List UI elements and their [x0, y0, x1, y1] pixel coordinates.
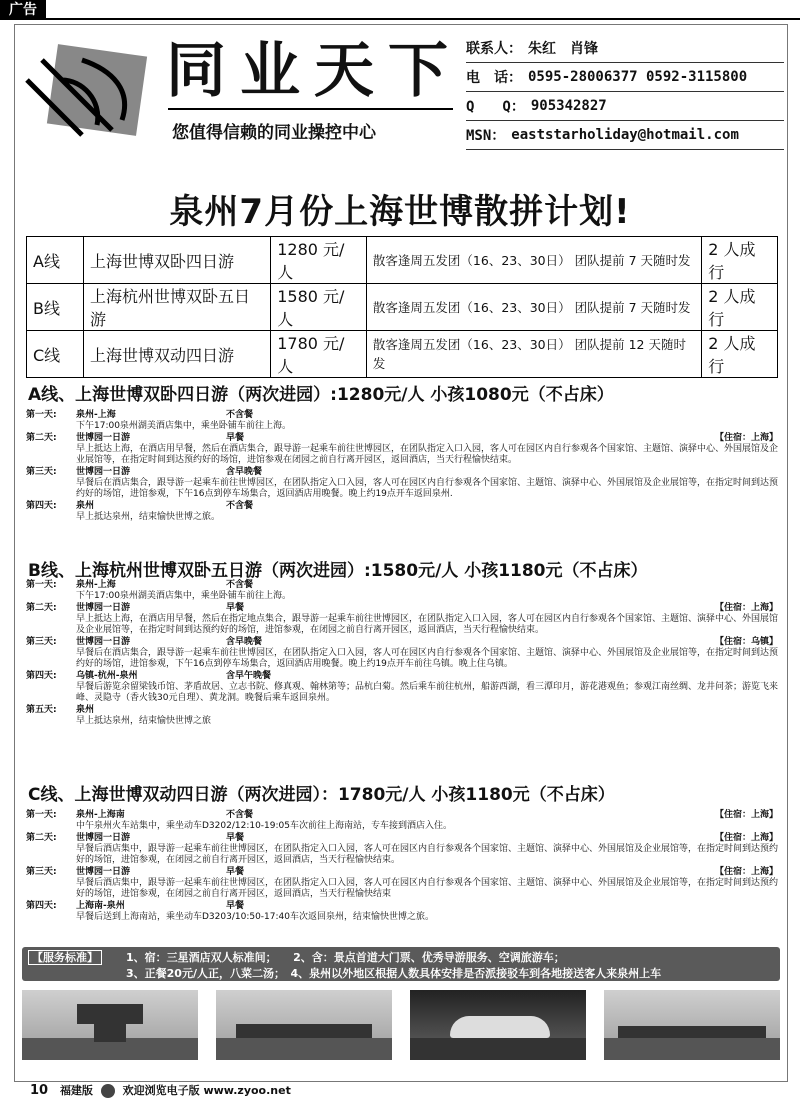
day-number: 第三天:	[26, 637, 57, 647]
edition-label: 福建版	[59, 1084, 93, 1097]
day-route: 泉州-上海南	[76, 810, 125, 820]
service-line-1: 1、宿：三星酒店双人标准间； 2、含：景点首道大门票、优秀导游服务、空调旅游车；	[126, 951, 565, 964]
itinerary-day	[26, 433, 778, 466]
day-route: 泉州	[76, 705, 95, 715]
contact-msn	[466, 121, 784, 150]
contact-phone	[466, 63, 784, 92]
contact-value: 905342827	[530, 98, 607, 114]
route-name: 上海世博双卧四日游	[84, 237, 271, 284]
contact-block	[466, 34, 784, 150]
route-line: B线	[27, 284, 84, 331]
day-route: 世博园一日游	[76, 467, 131, 477]
itinerary-day	[26, 501, 778, 523]
day-meal: 不含餐	[226, 580, 254, 590]
service-line-2: 3、正餐20元/人正，八菜二汤； 4、泉州以外地区根据人数具体安排是否派接驳车到各地接送客人来泉州上车	[126, 967, 662, 980]
day-meal	[226, 705, 778, 716]
day-route: 世博园一日游	[76, 603, 131, 613]
brand-name: 同业天下	[166, 36, 462, 106]
route-schedule: 散客逢周五发团（16、23、30日） 团队提前 7 天随时发	[366, 284, 701, 331]
day-desc: 早上抵达泉州，结束愉快世博之旅	[76, 716, 212, 726]
contact-label: Q Q：	[466, 99, 525, 115]
itinerary-day	[26, 580, 778, 602]
itinerary-day	[26, 637, 778, 670]
page-footer	[30, 1082, 291, 1098]
contact-value: eaststarholiday@hotmail.com	[511, 127, 739, 143]
route-group: 2 人成行	[702, 237, 778, 284]
day-desc: 早餐后在酒店集合，跟导游一起乘车前往世博园区，在团队指定入口入园，客人可在园区内自行参观各个国家馆、主题馆、演驿中心、外国展馆及企业展馆等，在指定时间到达预约好的场馆，进馆参观，下午16点到停车场集合，返回酒店用晚餐。晚上约19点开车返回泉州.	[76, 478, 779, 499]
route-price: 1580 元/人	[271, 284, 367, 331]
brand-slogan: 您值得信赖的同业操控中心	[172, 123, 376, 143]
table-row	[27, 331, 778, 378]
day-desc: 下午17:00泉州湖美酒店集中，乘坐卧铺车前往上海。	[76, 421, 291, 431]
day-meal: 不含餐	[226, 810, 254, 820]
day-desc: 中午泉州火车站集中，乘坐动车D3202/12:10-19:05车次前往上海南站，专车接到酒店入住。	[76, 821, 452, 831]
itinerary-day	[26, 833, 778, 866]
day-route: 世博园一日游	[76, 833, 131, 843]
day-number: 第二天:	[26, 433, 57, 443]
day-meal: 含早晚餐	[226, 637, 263, 647]
day-number: 第一天:	[26, 580, 57, 590]
day-meal: 早餐	[226, 603, 245, 613]
itinerary-b-title: B线、上海杭州世博双卧五日游（两次进园）:1580元/人 小孩1180元（不占床）	[28, 561, 648, 581]
contact-qq	[466, 92, 784, 121]
day-desc: 早上抵达泉州，结束愉快世博之旅。	[76, 512, 221, 522]
service-standard-bar	[22, 947, 780, 981]
photo-culture-center	[410, 990, 586, 1060]
itinerary-day	[26, 901, 778, 923]
footer-link[interactable]: 欢迎浏览电子版 www.zyoo.net	[122, 1084, 291, 1097]
day-meal: 早餐	[226, 833, 245, 843]
route-name: 上海杭州世博双卧五日游	[84, 284, 271, 331]
itinerary-day	[26, 410, 778, 432]
day-desc: 早餐后送到上海南站，乘坐动车D3203/10:50-17:40车次返回泉州，结束愉快世博之旅。	[76, 912, 434, 922]
route-line: C线	[27, 331, 84, 378]
contact-label: MSN：	[466, 128, 506, 144]
day-desc: 早餐后酒店集中，跟导游一起乘车前往世博园区，在团队指定入口入园，客人可在园区内自行参观各个国家馆、主题馆、演驿中心、外国展馆及企业展馆等，在指定时间到达预约好的场馆，进馆参观，在闭园之前自行离开园区，返回酒店，当天行程愉快结束	[76, 878, 779, 899]
day-number: 第四天:	[26, 501, 57, 511]
itinerary-day	[26, 467, 778, 500]
itinerary-day	[26, 671, 778, 704]
day-route: 泉州	[76, 501, 95, 511]
route-group: 2 人成行	[702, 331, 778, 378]
contact-label: 联系人：	[466, 41, 522, 57]
day-desc: 早餐后酒店集中，跟导游一起乘车前往世博园区，在团队指定入口入园，客人可在园区内自行参观各个国家馆、主题馆、演驿中心、外国展馆及企业展馆等，在指定时间到达预约好的场馆，进馆参观，在闭园之前自行离开园区，返回酒店，当天行程愉快结束。	[76, 844, 779, 865]
day-stay: 【住宿：上海】	[714, 833, 778, 843]
itinerary-day	[26, 810, 778, 832]
handshake-logo-icon	[22, 40, 162, 152]
day-desc: 下午17:00泉州湖美酒店集中，乘坐卧铺车前往上海。	[76, 591, 291, 601]
route-price: 1780 元/人	[271, 331, 367, 378]
day-meal: 早餐	[226, 867, 245, 877]
photo-expo-center	[604, 990, 780, 1060]
route-schedule: 散客逢周五发团（16、23、30日） 团队提前 7 天随时发	[366, 237, 701, 284]
photo-theme-pavilion	[216, 990, 392, 1060]
day-route: 乌镇-杭州-泉州	[76, 671, 138, 681]
route-schedule: 散客逢周五发团（16、23、30日） 团队提前 12 天随时发	[366, 331, 701, 378]
table-row	[27, 284, 778, 331]
service-tag: 【服务标准】	[28, 950, 102, 965]
itinerary-day	[26, 867, 778, 900]
expo-photos	[22, 990, 780, 1060]
ad-tag: 广告	[0, 0, 46, 20]
day-route: 世博园一日游	[76, 867, 131, 877]
route-line: A线	[27, 237, 84, 284]
day-number: 第四天:	[26, 901, 57, 911]
day-number: 第一天:	[26, 410, 57, 420]
routes-table	[26, 236, 778, 378]
page-number: 10	[30, 1083, 49, 1098]
day-number: 第四天:	[26, 671, 57, 681]
day-route: 世博园一日游	[76, 433, 131, 443]
itinerary-b	[26, 580, 778, 728]
day-route: 泉州-上海	[76, 580, 116, 590]
day-desc: 早餐后游览余留梁钱币馆、茅盾故居、立志书院、修真观、翰林第等；品杭白菊。然后乘车前往杭州，船游西湖，看三潭印月，游花港观鱼；参观江南丝绸、龙井问茶；游览飞来峰、灵隐寺（香火钱30元自理）、黄龙洞。晚餐后乘车返回泉州。	[76, 682, 779, 703]
itinerary-a	[26, 410, 778, 524]
contact-label: 电 话：	[466, 70, 522, 86]
photo-china-pavilion	[22, 990, 198, 1060]
publisher-logo-icon	[101, 1084, 115, 1098]
itinerary-c-title: C线、上海世博双动四日游（两次进园）：1780元/人 小孩1180元（不占床）	[28, 785, 615, 805]
day-stay: 【住宿：上海】	[714, 810, 778, 820]
day-desc: 早餐后在酒店集合，跟导游一起乘车前往世博园区，在团队指定入口入园，客人可在园区内自行参观各个国家馆、主题馆、演驿中心、外国展馆及企业展馆等，在指定时间到达预约好的场馆，进馆参观，下午16点到停车场集合，返回酒店用晚餐。晚上约19点开车前往乌镇。晚上住乌镇。	[76, 648, 779, 669]
day-route: 世博园一日游	[76, 637, 131, 647]
day-meal: 早餐	[226, 433, 245, 443]
itinerary-day	[26, 603, 778, 636]
day-meal: 不含餐	[226, 410, 254, 420]
contact-value: 朱红 肖锋	[528, 41, 598, 57]
day-meal: 含早晚餐	[226, 467, 263, 477]
itinerary-a-title: A线、上海世博双卧四日游（两次进园）:1280元/人 小孩1080元（不占床）	[28, 385, 614, 405]
day-route: 泉州-上海	[76, 410, 116, 420]
day-number: 第三天:	[26, 467, 57, 477]
day-route: 上海南-泉州	[76, 901, 125, 911]
contact-value: 0595-28006377 0592-3115800	[528, 69, 748, 85]
brand-rule	[168, 108, 453, 110]
day-number: 第二天:	[26, 833, 57, 843]
day-stay: 【住宿：上海】	[714, 433, 778, 443]
day-desc: 早上抵达上海，在酒店用早餐，然后在指定地点集合，跟导游一起乘车前往世博园区，在团队指定入口入园，客人可在园区内自行参观各个国家馆、主题馆、演驿中心、外国展馆及企业展馆等，在指定时间到达预约好的场馆，进馆参观，在闭园之前自行离开园区，返回酒店，当天行程愉快结束。	[76, 614, 779, 635]
top-rule	[0, 18, 800, 20]
table-row	[27, 237, 778, 284]
headline: 泉州7月份上海世博散拼计划!	[169, 192, 631, 232]
contact-person	[466, 34, 784, 63]
route-price: 1280 元/人	[271, 237, 367, 284]
day-desc: 早上抵达上海，在酒店用早餐，然后在酒店集合，跟导游一起乘车前往世博园区，在团队指定入口入园，客人可在园区内自行参观各个国家馆、主题馆、演驿中心、外国展馆及企业展馆等，在指定时间到达预约好的场馆，进馆参观在闭园之前自行离开园区，返回酒店，当天行程愉快结束。	[76, 444, 779, 465]
itinerary-c	[26, 810, 778, 924]
day-number: 第二天:	[26, 603, 57, 613]
route-name: 上海世博双动四日游	[84, 331, 271, 378]
itinerary-day	[26, 705, 778, 727]
route-group: 2 人成行	[702, 284, 778, 331]
day-number: 第三天:	[26, 867, 57, 877]
day-stay: 【住宿：上海】	[714, 867, 778, 877]
day-stay: 【住宿：乌镇】	[714, 637, 778, 647]
day-number: 第五天:	[26, 705, 57, 715]
day-meal: 不含餐	[226, 501, 254, 511]
day-meal: 含早午晚餐	[226, 671, 272, 681]
day-number: 第一天:	[26, 810, 57, 820]
day-stay: 【住宿：上海】	[714, 603, 778, 613]
day-meal: 早餐	[226, 901, 245, 911]
